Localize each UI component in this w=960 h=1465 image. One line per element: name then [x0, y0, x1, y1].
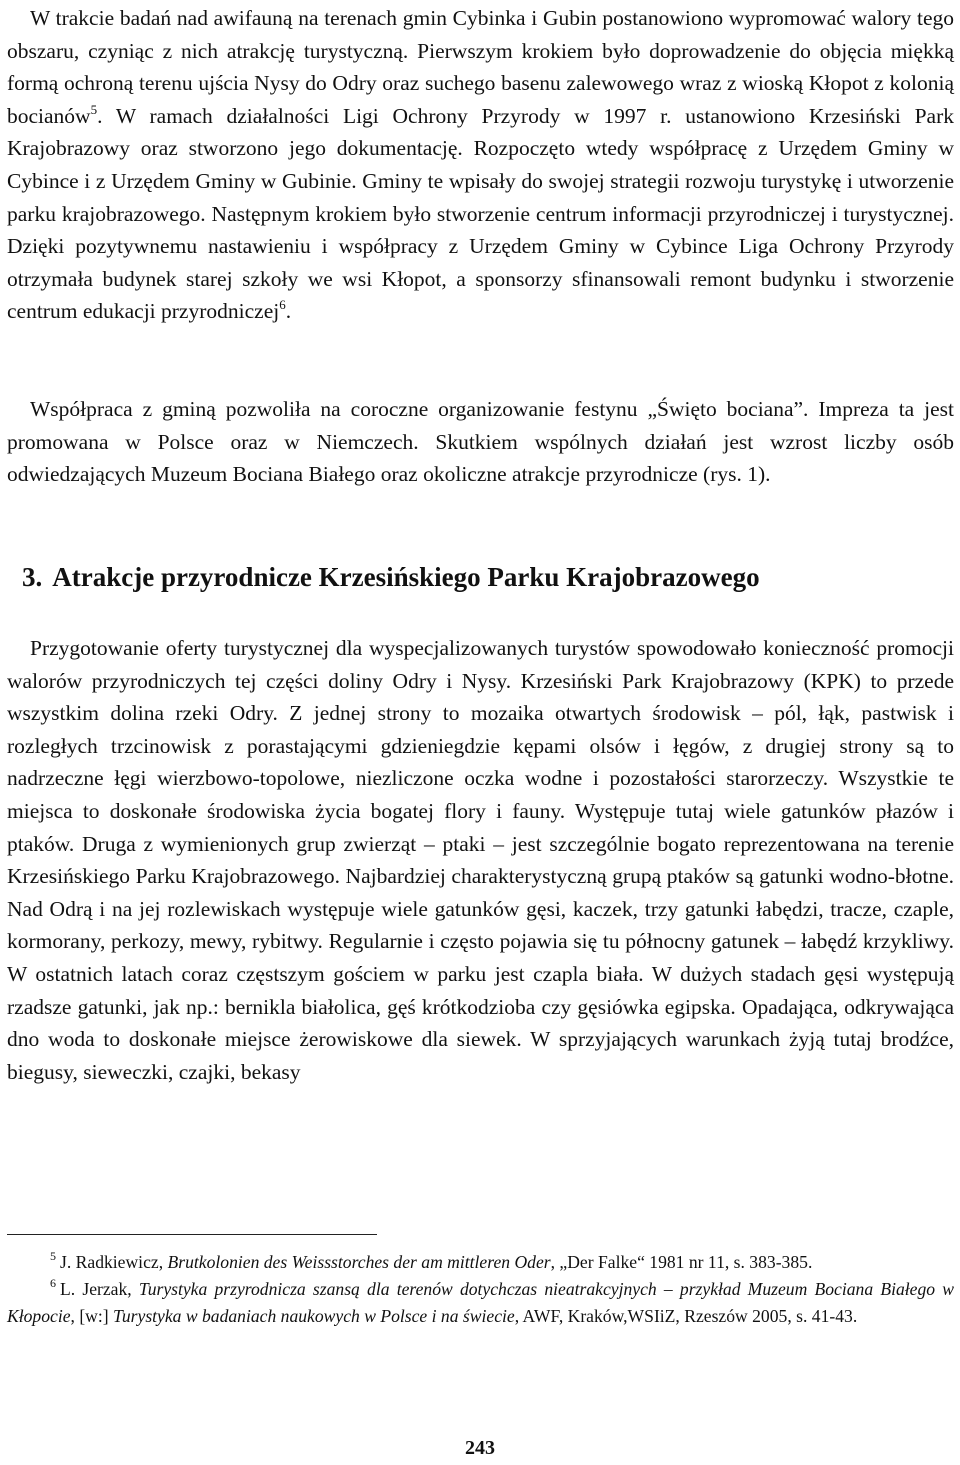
paragraph-1-part-c: .	[285, 299, 292, 324]
section-number: 3.	[22, 562, 43, 592]
paragraph-2	[7, 393, 954, 491]
footnotes	[7, 1249, 954, 1330]
footnote-6	[7, 1276, 954, 1330]
paragraph-3-text: Przygotowanie oferty turystycznej dla wyspecjalizowanych turystów spowodowało konieczność promocji walorów przyrodniczych tej części doliny Odry i Nysy. Krzesiński Park Krajobrazowy (KPK) to przede wszystkim dolina rzeki Odry. Z jednej strony to mozaika otwartych środowisk – pól, łąk, pastwisk i rozległych trzcinowisk z porastającymi gdzieniegdzie kępami olsów i łęgów, z drugiej strony są to nadrzeczne łęgi wierzbowo-topolowe, niezliczone oczka wodne i pozostałości starorzeczy. Wszystkie te miejsca to doskonałe środowiska życia bogatej flory i fauny. Występuje tutaj wiele gatunków płazów i ptaków. Druga z wymienionych grup zwierząt – ptaki – jest szczególnie bogato reprezentowana na terenie Krzesińskiego Parku Krajobrazowego. Najbardziej charakterystyczną grupą ptaków są gatunki wodno-błotne. Nad Odrą i na jej rozlewiskach występuje wiele gatunków gęsi, kaczek, trzy gatunki łabędzi, tracze, czaple, kormorany, perkozy, mewy, rybitwy. Regularnie i często pojawia się tu północny gatunek – łabędź krzykliwy. W ostatnich latach coraz częstszym gościem w parku jest czapla biała. W dużych stadach gęsi występują rzadsze gatunki, jak np.: bernikla białolica, gęś krótkodzioba czy gęsiówka egipska. Opadająca, odkrywająca dno woda to doskonałe miejsce żerowiskowe dla siewek. W sprzyjających warunkach żyją tutaj brodźce, biegusy, sieweczki, czajki, bekasy	[7, 636, 954, 1084]
section-heading	[22, 560, 952, 594]
section-title: Atrakcje przyrodnicze Krzesińskiego Parku Krajobrazowego	[52, 562, 760, 592]
paragraph-1-part-b: . W ramach działalności Ligi Ochrony Przyrody w 1997 r. ustanowiono Krzesiński Park Krajobrazowy oraz stworzono jego dokumentację. Rozpoczęto wtedy współpracę z Urzędem Gminy w Cybince i z Urzędem Gminy w Gubinie. Gminy te wpisały do swojej strategii rozwoju turystykę i utworzenie parku krajobrazowego. Następnym krokiem było stworzenie centrum informacji przyrodniczej i turystycznej. Dzięki pozytywnemu nastawieniu i współpracy z Urzędem Gminy w Cybince Liga Ochrony Przyrody otrzymała budynek starej szkoły we wsi Kłopot, a sponsorzy sfinansowali remont budynku i stworzenie centrum edukacji przyrodniczej	[7, 103, 954, 324]
footnote-title: Brutkolonien des Weissstorches der am mittleren Oder	[167, 1252, 551, 1272]
footnote-author: J. Radkiewicz,	[60, 1252, 168, 1272]
page-number: 243	[465, 1437, 495, 1459]
paragraph-1	[7, 2, 954, 328]
footnote-title: Turystyka przyrodnicza szansą dla terenów dotychczas nieatrakcyjnych – przykład Muzeum Bociana Białego w Kłopocie	[7, 1279, 954, 1326]
footnote-mid: , [w:]	[70, 1306, 114, 1326]
footnote-rest: , „Der Falke“ 1981 nr 11, s. 383-385.	[550, 1252, 813, 1272]
footnote-rest: , AWF, Kraków,WSIiZ, Rzeszów 2005, s. 41-43.	[514, 1306, 858, 1326]
paragraph-3	[7, 632, 954, 1088]
footnote-mark: 6	[50, 1276, 56, 1290]
footnote-title-2: Turystyka w badaniach naukowych w Polsce i na świecie	[113, 1306, 515, 1326]
footnote-5	[7, 1249, 954, 1276]
paragraph-1-text	[7, 2, 954, 328]
paragraph-2-text: Współpraca z gminą pozwoliła na coroczne organizowanie festynu „Święto bociana”. Impreza ta jest promowana w Polsce oraz w Niemczech. Skutkiem wspólnych działań jest wzrost liczby osób odwiedzających Muzeum Bociana Białego oraz okoliczne atrakcje przyrodnicze (rys. 1).	[7, 397, 954, 487]
footnote-ref-5[interactable]: 5	[90, 101, 98, 117]
footnote-mark: 5	[50, 1249, 56, 1263]
paragraph-1-part-a: W trakcie badań nad awifauną na terenach gmin Cybinka i Gubin postanowiono wypromować walory tego obszaru, czyniąc z nich atrakcję turystyczną. Pierwszym krokiem było doprowadzenie do objęcia miękką formą ochroną terenu ujścia Nysy do Odry oraz suchego basenu zalewowego wraz z wioską Kłopot z kolonią bocianów	[7, 6, 954, 128]
footnote-ref-6[interactable]: 6	[279, 297, 286, 313]
footnote-separator	[7, 1234, 377, 1235]
footnote-author: L. Jerzak,	[60, 1279, 139, 1299]
